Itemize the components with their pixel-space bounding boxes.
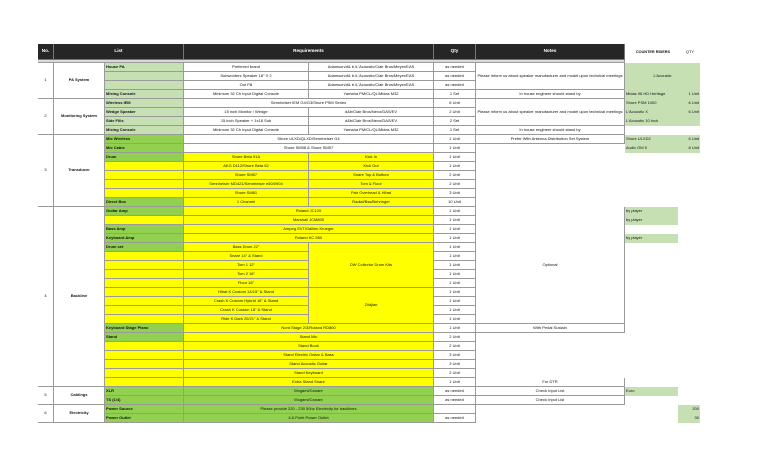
row-qty: as needed bbox=[434, 396, 476, 405]
row-qty: 1 Unit bbox=[434, 261, 476, 270]
row-counter-qty: 6 Unit bbox=[678, 99, 700, 108]
row-requirement: Stand Mic bbox=[184, 333, 434, 342]
row-qty: 1 Unit bbox=[434, 306, 476, 315]
row-item-empty bbox=[105, 261, 184, 270]
row-item-empty bbox=[105, 297, 184, 306]
row-requirement-left: AKG D112/Shure Beta 52 bbox=[184, 162, 309, 171]
row-note: In house engineer should stand by bbox=[476, 90, 625, 99]
row-counter-qty: 30 bbox=[678, 414, 700, 423]
row-item: Mic Cable bbox=[105, 144, 184, 153]
row-item: Guitar Amp bbox=[105, 207, 184, 216]
row-counter: by player bbox=[625, 216, 678, 225]
row-item: Keyboard Stage Piano bbox=[105, 324, 184, 333]
row-qty: 1 Unit bbox=[434, 288, 476, 297]
row-requirement-right: Adamson/d& b./L'Acoustic/Clair Bros/Meyer/EAS bbox=[309, 81, 434, 90]
row-item: House PA bbox=[105, 63, 184, 72]
row-requirement-left: Sennheiser MD421/Sennheiser e604/904 bbox=[184, 180, 309, 189]
row-requirement-left: Crash K Custom 18" & Stand bbox=[184, 306, 309, 315]
row-requirement-group: Zildjian bbox=[309, 288, 434, 324]
row-qty: 1 Unit bbox=[434, 207, 476, 216]
row-qty: 3 Unit bbox=[434, 351, 476, 360]
row-qty: 2 Unit bbox=[434, 369, 476, 378]
row-requirement-left: Ride K Dark 20/21" & Stand bbox=[184, 315, 309, 324]
row-requirement-right: d&b/Clair Bros/Nexo/DAS/EV bbox=[309, 108, 434, 117]
row-item: Mic Wireless bbox=[105, 135, 184, 144]
section-note: Please inform us about speaker manufacturer and model upon technical meetings bbox=[476, 63, 625, 90]
row-requirement: Mogami/Canare bbox=[184, 387, 434, 396]
row-qty: 1 Unit bbox=[434, 225, 476, 234]
row-qty: 1 Unit bbox=[434, 297, 476, 306]
row-item-empty bbox=[105, 369, 184, 378]
row-item-empty bbox=[105, 72, 184, 81]
row-qty: 1 Unit bbox=[434, 153, 476, 162]
row-item: Wireless IEM bbox=[105, 99, 184, 108]
section-name: Cablings bbox=[54, 387, 105, 405]
row-requirement-right: Snare Top & Bottom bbox=[309, 171, 434, 180]
row-requirement: Mogami/Canare bbox=[184, 396, 434, 405]
row-qty: as needed bbox=[434, 414, 476, 423]
row-item-empty bbox=[105, 81, 184, 90]
header-requirements: Requirements bbox=[184, 44, 434, 60]
row-requirement-left: Shure Beta 91A bbox=[184, 153, 309, 162]
row-item-empty bbox=[105, 279, 184, 288]
row-qty: 1 Unit bbox=[434, 270, 476, 279]
row-counter-qty bbox=[678, 117, 700, 126]
row-qty: 10 Unit bbox=[434, 198, 476, 207]
row-requirement: Roland JC120 bbox=[184, 207, 434, 216]
header-list: List bbox=[54, 44, 184, 60]
header-no: No. bbox=[38, 44, 54, 60]
row-item: Keyboard Amp bbox=[105, 234, 184, 243]
row-qty: 1 Unit bbox=[434, 135, 476, 144]
row-item-empty bbox=[105, 315, 184, 324]
row-note: With Pedal Sustain bbox=[476, 324, 625, 333]
row-requirement: Roland KC 550 bbox=[184, 234, 434, 243]
row-requirement-left: Bass Drum 22" bbox=[184, 243, 309, 252]
header-notes: Notes bbox=[476, 44, 625, 60]
section-number: 6 bbox=[38, 405, 54, 423]
row-requirement: Sennheiser IEM G4/G3/Shure PSM Series bbox=[184, 99, 434, 108]
row-item-empty bbox=[105, 378, 184, 387]
row-qty: 1 Unit bbox=[434, 252, 476, 261]
row-requirement-left: Subwoofers Speaker 18" X 2 bbox=[184, 72, 309, 81]
row-requirement: 4-6 Point Power Outlet bbox=[184, 414, 434, 423]
row-qty: 1 Unit bbox=[434, 234, 476, 243]
row-counter: L'Acoustic 10 inch bbox=[625, 117, 678, 126]
section-note: Please inform us about speaker manufacturer and model upon technical meetings bbox=[476, 99, 625, 126]
row-requirement-right: Yamaha PM/CL/QL/Midas M32 bbox=[309, 126, 434, 135]
row-requirement-left: Crash K Custom Hybrid 16" & Stand bbox=[184, 297, 309, 306]
section-name: PA System bbox=[54, 63, 105, 99]
row-requirement: Stand Book bbox=[184, 342, 434, 351]
row-requirement: Stand Keyboard bbox=[184, 369, 434, 378]
row-requirement-left: Tom 1 12" bbox=[184, 261, 309, 270]
row-counter: by player bbox=[625, 234, 678, 243]
row-requirement-left: Minimum 32 Ch Input Digital Console bbox=[184, 126, 309, 135]
section-number: 1 bbox=[38, 63, 54, 99]
row-requirement-left: Preferred brand bbox=[184, 63, 309, 72]
row-item: Stand bbox=[105, 333, 184, 342]
row-qty: as needed bbox=[434, 387, 476, 396]
row-requirement-right: d&b/Clair Bros/Nexo/DAS/EV bbox=[309, 117, 434, 126]
row-item: Power Outlet bbox=[105, 414, 184, 423]
row-requirement-left: Tom 2 16" bbox=[184, 270, 309, 279]
row-qty: 2 Unit bbox=[434, 333, 476, 342]
row-requirement-left: Shure SM57 bbox=[184, 171, 309, 180]
row-requirement-right: Adamson/d& b./L'Acoustic/Clair Bros/Meyer/EAS bbox=[309, 72, 434, 81]
row-qty: 2 Unit bbox=[434, 108, 476, 117]
row-item: Mixing Console bbox=[105, 90, 184, 99]
row-item-empty bbox=[105, 360, 184, 369]
row-item-empty bbox=[105, 162, 184, 171]
row-item: Wedge Speaker bbox=[105, 108, 184, 117]
row-qty: 2 Unit bbox=[434, 171, 476, 180]
row-requirement: Please provide 220 - 230 50hz Electricity for backlines bbox=[184, 405, 434, 414]
row-requirement-left: Minimum 32 Ch Input Digital Console bbox=[184, 90, 309, 99]
row-counter-qty: 6 Unit bbox=[678, 135, 700, 144]
row-requirement-left: 15 inch Speaker + 1x18 Sub bbox=[184, 117, 309, 126]
section-number: 2 bbox=[38, 99, 54, 135]
row-qty: 1 Unit bbox=[434, 162, 476, 171]
section-number: 5 bbox=[38, 387, 54, 405]
row-qty: 1 Set bbox=[434, 126, 476, 135]
row-counter-qty: 1 Unit bbox=[678, 90, 700, 99]
row-qty: 1 Set bbox=[434, 90, 476, 99]
row-item: TS (1/4) bbox=[105, 396, 184, 405]
row-requirement: Stand Electric Guitar & Bass bbox=[184, 351, 434, 360]
row-requirement-left: Hihat K Custom 14/15" & Stand bbox=[184, 288, 309, 297]
row-item-empty bbox=[105, 288, 184, 297]
row-item: Direct Box bbox=[105, 198, 184, 207]
row-note: Check Input List bbox=[476, 387, 625, 396]
row-qty: 1 Unit bbox=[434, 243, 476, 252]
row-note: Check Input List bbox=[476, 396, 625, 405]
section-name: Monitoring System bbox=[54, 99, 105, 135]
row-item-empty bbox=[105, 216, 184, 225]
row-requirement-right: Pair Overhead & Hihat bbox=[309, 189, 434, 198]
header-qty: Qty bbox=[434, 44, 476, 60]
row-item-empty bbox=[105, 306, 184, 315]
row-requirement-right: Radial/Bss/Behringer bbox=[309, 198, 434, 207]
section-counter-note: L'Acoustic bbox=[625, 63, 700, 90]
row-qty: 2 Unit bbox=[434, 342, 476, 351]
row-counter-qty: 8 Unit bbox=[678, 144, 700, 153]
row-requirement-left: Floor 16" bbox=[184, 279, 309, 288]
section-name: Backline bbox=[54, 207, 105, 387]
row-qty: as needed bbox=[434, 63, 476, 72]
row-qty: 2 Set bbox=[434, 117, 476, 126]
row-qty: 1 Unit bbox=[434, 144, 476, 153]
row-requirement-left: 15 inch Monitor / Wedge bbox=[184, 108, 309, 117]
row-requirement-right: Kick Out bbox=[309, 162, 434, 171]
row-counter: Shure PSM 1000 bbox=[625, 99, 678, 108]
row-requirement: Stand Acoustic Guitar bbox=[184, 360, 434, 369]
row-requirement-right: Adamson/d& b./L'Acoustic/Clair Bros/Meyer/EAS bbox=[309, 63, 434, 72]
row-item-empty bbox=[105, 189, 184, 198]
row-qty: as needed bbox=[434, 81, 476, 90]
header-counter-qty: QTY bbox=[685, 48, 695, 54]
row-note: In house engineer should stand by bbox=[476, 126, 625, 135]
row-counter-qty: 6 Unit bbox=[678, 108, 700, 117]
row-item-empty bbox=[105, 270, 184, 279]
row-item: Mixing Console bbox=[105, 126, 184, 135]
row-counter: Shure ULXD2 bbox=[625, 135, 678, 144]
row-item-empty bbox=[105, 171, 184, 180]
row-requirement: Shure ULXD/QLXD/Sennheiser G4 bbox=[184, 135, 434, 144]
row-qty: as needed bbox=[434, 72, 476, 81]
header-counter-riders: COUNTER RIDERS bbox=[635, 50, 671, 54]
row-qty: 1 Unit bbox=[434, 378, 476, 387]
row-item-empty bbox=[105, 351, 184, 360]
row-requirement-left: Shure SM81 bbox=[184, 189, 309, 198]
section-name: Transducer bbox=[54, 135, 105, 207]
row-requirement-right: Yamaha PM/CL/QL/Midas M32 bbox=[309, 90, 434, 99]
row-qty: 3 Unit bbox=[434, 189, 476, 198]
section-name: Electricity bbox=[54, 405, 105, 423]
row-qty bbox=[434, 405, 476, 414]
row-qty: 1 Unit bbox=[434, 324, 476, 333]
row-requirement: Marshall JCM800 bbox=[184, 216, 434, 225]
row-item: Drum set bbox=[105, 243, 184, 252]
section-number: 3 bbox=[38, 135, 54, 207]
row-item: XLR bbox=[105, 387, 184, 396]
row-qty: 1 Unit bbox=[434, 279, 476, 288]
row-requirement: Shure SM58 & Shure SM57 bbox=[184, 144, 434, 153]
row-counter: by player bbox=[625, 207, 678, 216]
section-note-optional: Optional bbox=[476, 207, 625, 324]
row-counter: L'Acoustic X bbox=[625, 108, 678, 117]
row-requirement-left: Out Fill bbox=[184, 81, 309, 90]
row-requirement-left: Snare 14" & Stand bbox=[184, 252, 309, 261]
row-qty: 1 Unit bbox=[434, 216, 476, 225]
row-item-empty bbox=[105, 180, 184, 189]
row-counter: Audix OM 5 bbox=[625, 144, 678, 153]
row-requirement: Nord Stage 2/3/Roland RD800 bbox=[184, 324, 434, 333]
row-item: Power Source bbox=[105, 405, 184, 414]
row-requirement-left: 1 Channel bbox=[184, 198, 309, 207]
row-qty: 1 Unit bbox=[434, 315, 476, 324]
section-number: 4 bbox=[38, 207, 54, 387]
row-counter-qty: 200 bbox=[678, 405, 700, 414]
row-requirement: Ampeg SVT/Gallien Krueger bbox=[184, 225, 434, 234]
row-item-empty bbox=[105, 252, 184, 261]
row-counter: Midas 96 HD Heritage bbox=[625, 90, 678, 99]
row-qty: 6 Unit bbox=[434, 99, 476, 108]
row-counter: Euro bbox=[625, 387, 678, 396]
row-item: Drum bbox=[105, 153, 184, 162]
row-item: Side Fills bbox=[105, 117, 184, 126]
row-requirement: Extra Stand Snare bbox=[184, 378, 434, 387]
row-requirement-right: Kick In bbox=[309, 153, 434, 162]
row-item-empty bbox=[105, 342, 184, 351]
row-note: Prefer With Antenna Distribution Set System bbox=[476, 135, 625, 144]
row-note: For DTR bbox=[476, 378, 625, 387]
row-item: Bass Amp bbox=[105, 225, 184, 234]
row-qty: 3 Unit bbox=[434, 360, 476, 369]
row-qty: 2 Unit bbox=[434, 180, 476, 189]
row-requirement-right: Tom & Floor bbox=[309, 180, 434, 189]
row-requirement-group: DW Collector Drum Kits bbox=[309, 243, 434, 288]
